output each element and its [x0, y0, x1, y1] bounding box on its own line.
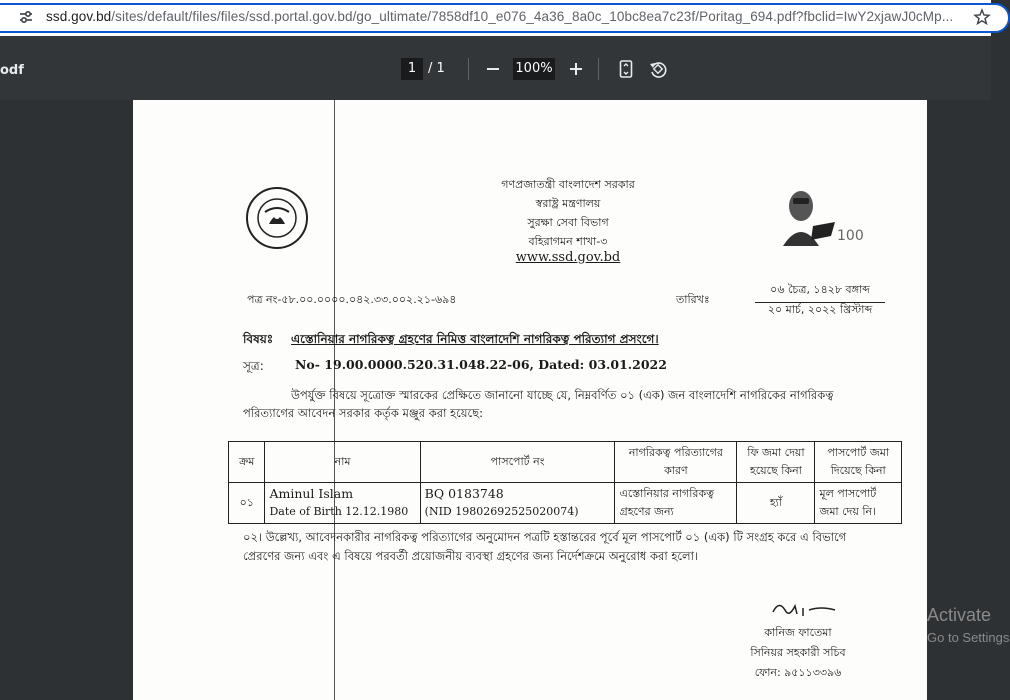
table-header-cell: নাম: [265, 442, 420, 483]
passport-cell: [420, 483, 615, 524]
paragraph-2-line: ০২। উল্লেখ্য, আবেদনকারীর নাগরিকত্ব পরিত্যাগের অনুমোদন পত্রটি হস্তান্তরের পূর্বে মূল পাসপোর্ট ০১ (এক) টি সংগ্রহ করে এ বিভাগে: [243, 530, 847, 544]
site-info-icon[interactable]: [18, 9, 34, 25]
url-text[interactable]: [46, 9, 971, 24]
passport-submitted-cell: মূল পাসপোর্ট জমা দেয় নি।: [815, 483, 902, 524]
rotate-icon[interactable]: [647, 58, 669, 80]
signatory-title: সিনিয়র সহকারী সচিব: [750, 646, 846, 659]
table-header-cell: ফি জমা দেয়া হয়েছে কিনা: [737, 442, 815, 483]
passport-number: BQ 0183748: [424, 486, 504, 501]
date-bangla: ০৬ চৈত্র, ১৪২৮ বঙ্গাব্দ: [755, 281, 885, 303]
paragraph-1-line: পরিত্যাগের আবেদন সরকার কর্তৃক মঞ্জুর করা হয়েছে:: [243, 406, 483, 420]
url-host: ssd.gov.bd: [46, 9, 112, 24]
pdf-toolbar: [0, 36, 991, 100]
address-bar: [0, 0, 991, 36]
table-header-row: [229, 442, 902, 483]
memo-number: পত্র নং-৫৮.০০.০০০০.০৪২.৩৩.০০২.২১-৬৯৪: [247, 293, 457, 306]
letter-header-line: বহিরাগমন শাখা-৩: [528, 235, 608, 248]
page-number-input[interactable]: 1: [401, 58, 423, 80]
reason-cell: এস্তোনিয়ার নাগরিকত্ব গ্রহণের জন্য: [615, 483, 737, 524]
bookmark-star-icon[interactable]: [973, 8, 991, 26]
date-gregorian: ২০ মার্চ, ২০২২ খ্রিস্টাব্দ: [767, 303, 873, 316]
table-header-cell: পাসপোর্ট নং: [420, 442, 615, 483]
date-label: তারিখঃ: [676, 293, 710, 306]
pdf-page: [133, 100, 927, 700]
subject-text: এস্তোনিয়ার নাগরিকত্ব গ্রহণের নিমিত্ত বাংলাদেশি নাগরিকত্ব পরিত্যাগ প্রসংগে।: [291, 332, 659, 346]
toolbar-divider: [598, 58, 599, 80]
table-header-cell: পাসপোর্ট জমা দিয়েছে কিনা: [815, 442, 902, 483]
letter-header-line: গণপ্রজাতন্ত্রী বাংলাদেশ সরকার: [501, 178, 635, 191]
subject-label: বিষয়ঃ: [243, 332, 274, 346]
nid-number: (NID 19802692525020074): [424, 505, 579, 518]
signature-icon: [769, 596, 839, 622]
citizen-name: Aminul Islam: [269, 486, 354, 501]
letter-header-line: স্বরাষ্ট্র মন্ত্রণালয়: [535, 197, 601, 210]
serial-cell: ০১: [229, 483, 265, 524]
zoom-in-icon[interactable]: [567, 58, 585, 80]
zoom-out-icon[interactable]: [484, 58, 502, 80]
activate-windows-subtext: Go to Settings: [927, 630, 1010, 645]
table-header-cell: ক্রম: [229, 442, 265, 483]
mujib-100-logo-icon: [773, 184, 869, 246]
zoom-level-input[interactable]: 100%: [513, 58, 555, 80]
table-header-cell: নাগরিকত্ব পরিত্যাগের কারণ: [615, 442, 737, 483]
reference-text: No- 19.00.0000.520.31.048.22-06, Dated: 03.01.2022: [295, 357, 667, 372]
paragraph-1-line: উপর্যুক্ত বিষয়ে সূত্রোক্ত স্মারকের প্রেক্ষিতে জানানো যাচ্ছে যে, নিম্নবর্ণিত ০১ (এক) জন বাংলাদেশি নাগরিকের নাগরিকত্ব: [291, 388, 834, 402]
url-path: /sites/default/files/files/ssd.portal.gov.bd/go_ultimate/7858df10_e076_4a36_8a0c_10bc8ea7c23f/Poritag_694.pdf?fbclid=IwY2xjawJ0cMp...: [111, 9, 954, 24]
website-link[interactable]: www.ssd.gov.bd: [515, 250, 621, 265]
svg-text:100: 100: [837, 228, 864, 244]
page-total: / 1: [428, 61, 445, 76]
citizens-table: [228, 441, 902, 524]
letter-header-line: সুরক্ষা সেবা বিভাগ: [527, 216, 609, 229]
government-seal-icon: [245, 186, 309, 250]
fit-to-page-icon[interactable]: [617, 58, 635, 80]
paragraph-2-line: প্রেরণের জন্য এবং এ বিষয়ে পরবর্তী প্রয়োজনীয় ব্যবস্থা গ্রহণের জন্য নির্দেশক্রমে অনুরোধ করা হলো।: [243, 549, 699, 563]
signatory-name: কানিজ ফাতেমা: [764, 626, 832, 639]
name-cell: [265, 483, 420, 524]
document-title: odf: [0, 63, 24, 78]
table-row: [229, 483, 902, 524]
reference-label: সূত্র:: [243, 359, 264, 373]
date-of-birth: Date of Birth 12.12.1980: [269, 505, 409, 518]
signatory-contact: ফোন: ৯৫১১৩৩৯৬: [754, 666, 842, 679]
toolbar-divider: [468, 58, 469, 80]
fee-cell: হ্যাঁ: [737, 483, 815, 524]
activate-windows-watermark: Activate: [927, 605, 992, 625]
